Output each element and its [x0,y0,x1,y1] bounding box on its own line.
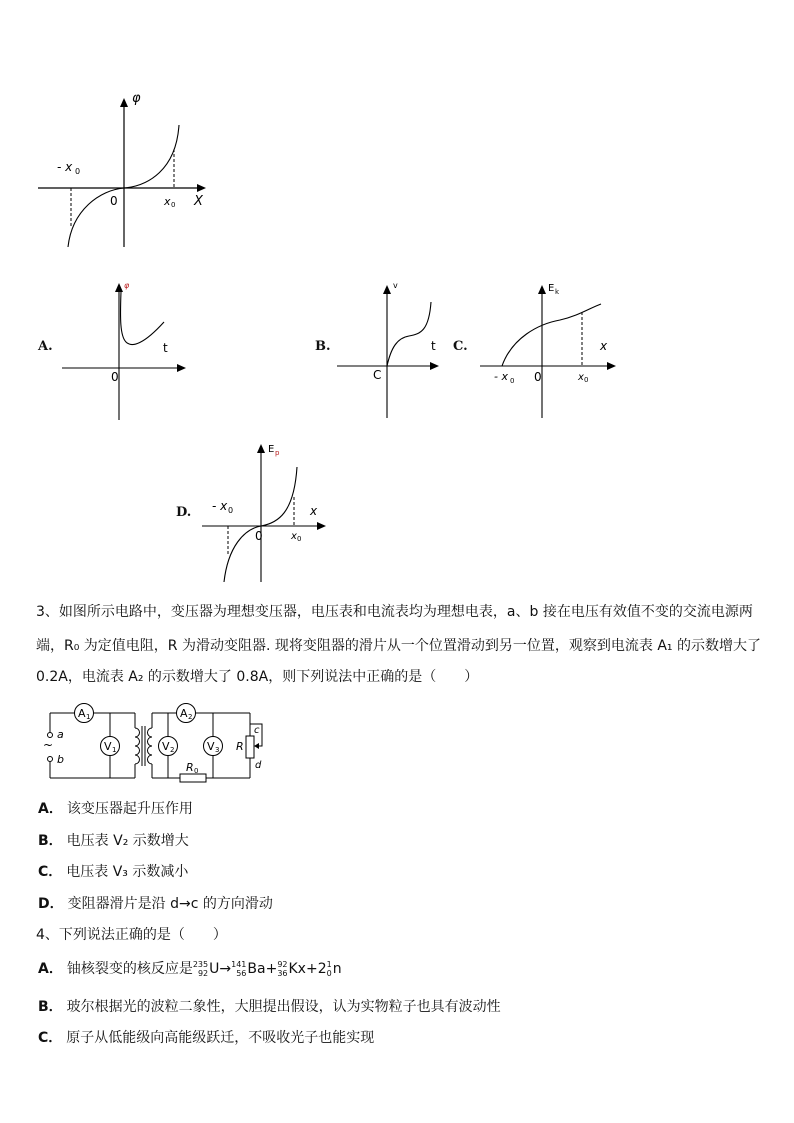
x0-sub: 0 [584,376,589,384]
x-label: x [310,504,318,518]
label-a: a [57,728,64,741]
x-axis-label: X [194,194,203,209]
neg-x0-sub: 0 [75,167,81,176]
slide-rheostat-r [246,736,254,758]
option-b-graph [335,278,445,423]
y-label: E [268,444,275,455]
y-label: v [393,281,398,290]
svg-text:2: 2 [170,746,175,754]
origin-label: 0 [111,370,119,384]
svg-text:2: 2 [188,713,193,721]
svg-text:R: R [236,740,244,753]
q3-option-b[interactable]: B． 电压表 V₂ 示数增大 [38,833,189,849]
y-axis-arrow [115,283,123,292]
option-d-key: D. [176,505,192,520]
y-axis-arrow [383,285,391,294]
phi-x-graph [30,85,220,255]
nuclide-u: 235 92 U [192,960,220,978]
t-axis-arrow [177,364,186,372]
neg-x0-sub: 0 [510,377,515,385]
x0-sub: 0 [171,201,176,209]
option-b-key: B. [315,339,331,354]
y-sub: p [275,449,280,457]
neg-x0-label: - x [212,499,228,513]
option-a-curve [121,292,164,345]
option-c-graph [478,278,623,423]
phi-label: φ [132,91,141,106]
neg-x0-label: - x [57,160,73,174]
y-axis-arrow [120,98,128,107]
x-label: x [600,339,608,353]
neg-x0-sub: 0 [228,506,234,515]
t-label: t [431,339,436,353]
svg-text:1: 1 [112,746,117,754]
nuclide-n: 1 0 n [326,960,342,978]
y-sub: k [555,288,560,296]
origin-label: 0 [255,529,263,543]
secondary-coil [148,728,153,764]
terminal-b [48,757,53,762]
transformer-circuit-diagram [40,698,280,790]
q4-option-a[interactable]: A． 铀核裂变的核反应是 235 92 U→ 141 56 Ba+ 92 36 Kx+2 1 0 n [38,960,342,978]
q3-option-a[interactable]: A． 该变压器起升压作用 [38,801,193,817]
q3-line-1: 3、如图所示电路中，变压器为理想变压器，电压表和电流表均为理想电表，a、b 接在电压有效值不变的交流电源两 [36,604,753,620]
svg-text:1: 1 [86,713,91,721]
x-axis-arrow [197,184,206,192]
q3-option-c[interactable]: C． 电压表 V₃ 示数减小 [38,864,189,880]
option-c-curve [502,304,601,366]
x0-label: x [578,372,584,383]
svg-text:R: R [186,761,194,774]
x0-sub: 0 [297,535,302,543]
option-a-key: A. [38,339,53,354]
x0-label: x [291,531,297,542]
svg-text:V: V [162,740,170,753]
wave-symbol: ~ [43,738,54,752]
y-axis-arrow [257,444,265,453]
y-label: E [548,283,555,294]
option-d-graph [200,437,330,587]
svg-text:A: A [180,707,188,720]
neg-x0-label: - x [494,370,508,383]
nuclide-kr: 92 36 Kx [277,960,306,978]
option-c-key: C. [453,339,468,354]
q3-line-3: 0.2A，电流表 A₂ 的示数增大了 0.8A，则下列说法中正确的是（ ） [36,669,479,685]
x-axis-arrow [607,362,616,370]
svg-text:V: V [207,740,215,753]
y-label: φ [124,281,130,290]
x0-label: x [164,195,171,208]
resistor-r0 [180,774,206,782]
origin-label: C [373,368,382,382]
q4-option-c[interactable]: C． 原子从低能级向高能级跃迁，不吸收光子也能实现 [38,1030,375,1046]
svg-text:d: d [255,760,262,771]
svg-text:3: 3 [215,746,220,754]
origin-label: 0 [534,370,542,384]
svg-text:0: 0 [194,767,199,775]
t-label: t [163,341,168,355]
svg-text:c: c [254,725,260,736]
q3-line-2: 端，R₀ 为定值电阻，R 为滑动变阻器. 现将变阻器的滑片从一个位置滑动到另一位置，观察到电流表 A₁ 的示数增大了 [36,638,761,654]
option-b-curve [387,302,431,366]
q3-option-d[interactable]: D． 变阻器滑片是沿 d→c 的方向滑动 [38,896,273,912]
option-a-graph [60,278,190,423]
terminal-a [48,733,53,738]
q4-option-b[interactable]: B． 玻尔根据光的波粒二象性，大胆提出假设，认为实物粒子也具有波动性 [38,999,501,1015]
nuclide-ba: 141 56 Ba [231,960,266,978]
x-axis-arrow [317,522,326,530]
svg-text:A: A [78,707,86,720]
t-axis-arrow [430,362,439,370]
svg-text:V: V [104,740,112,753]
y-axis-arrow [538,285,546,294]
primary-coil [135,728,140,764]
label-b: b [57,753,64,766]
origin-label: 0 [110,194,118,208]
q4-stem: 4、下列说法正确的是（ ） [36,927,227,943]
